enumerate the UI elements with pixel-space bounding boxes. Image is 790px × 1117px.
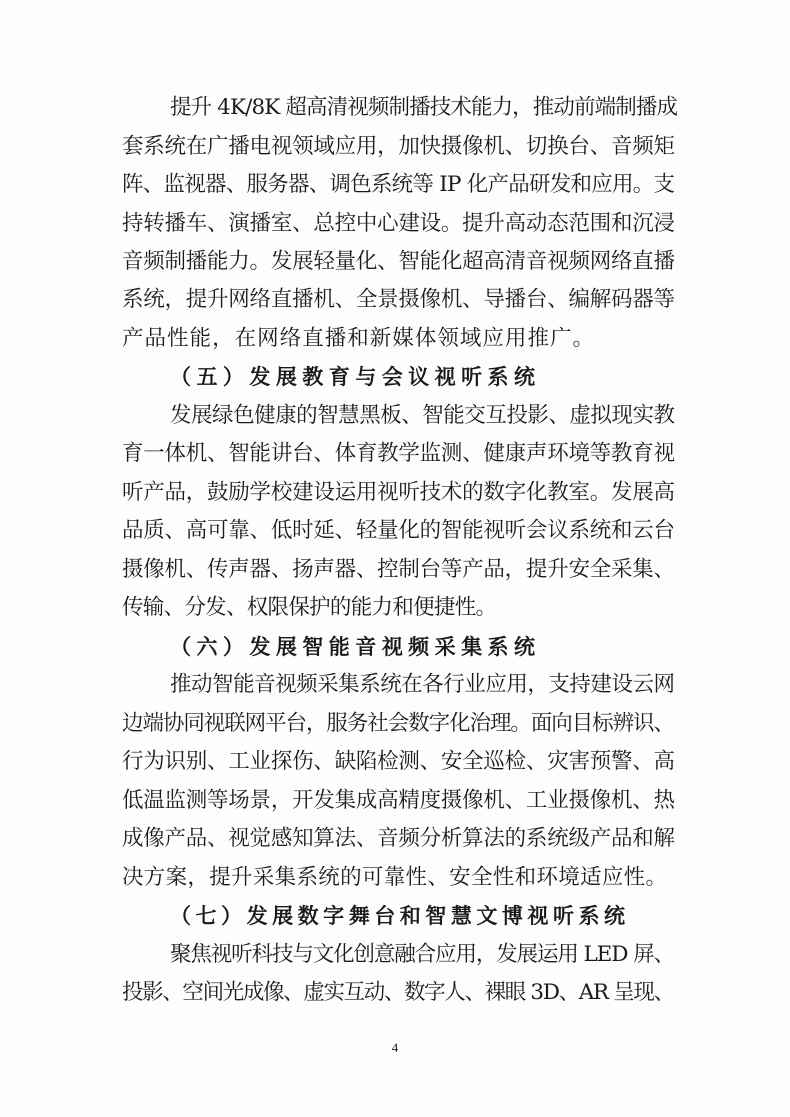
- section-heading: （六）发展智能音视频采集系统: [170, 635, 541, 659]
- paragraph-line: 听产品，鼓励学校建设运用视听技术的数字化教室。发展高: [122, 480, 675, 505]
- paragraph-line: 持转播车、演播室、总控中心建设。提升高动态范围和沉浸: [122, 211, 675, 236]
- paragraph-line: 摄像机、传声器、扬声器、控制台等产品，提升安全采集、: [122, 557, 675, 582]
- paragraph-line: 推动智能音视频采集系统在各行业应用，支持建设云网: [170, 672, 675, 697]
- paragraph-line: 投影、空间光成像、虚实互动、数字人、裸眼 3D、AR 呈现、: [122, 980, 674, 1005]
- section-heading: （五）发展教育与会议视听系统: [170, 365, 541, 389]
- paragraph-line: 聚焦视听科技与文化创意融合应用，发展运用 LED 屏、: [170, 942, 674, 967]
- paragraph-line: 传输、分发、权限保护的能力和便捷性。: [122, 595, 497, 620]
- paragraph-line: 阵、监视器、服务器、调色系统等 IP 化产品研发和应用。支: [122, 172, 675, 197]
- paragraph-line: 音频制播能力。发展轻量化、智能化超高清音视频网络直播: [122, 249, 675, 274]
- paragraph-line: 决方案，提升采集系统的可靠性、安全性和环境适应性。: [122, 865, 668, 890]
- paragraph-line: 系统，提升网络直播机、全景摄像机、导播台、编解码器等: [122, 287, 675, 312]
- paragraph-line: 低温监测等场景，开发集成高精度摄像机、工业摄像机、热: [122, 788, 675, 813]
- paragraph-line: 发展绿色健康的智慧黑板、智能交互投影、虚拟现实教: [170, 403, 675, 428]
- paragraph-line: 行为识别、工业探伤、缺陷检测、安全巡检、灾害预警、高: [122, 749, 675, 774]
- paragraph-line: 品质、高可靠、低时延、轻量化的智能视听会议系统和云台: [122, 518, 675, 543]
- paragraph-line: 提升 4K/8K 超高清视频制播技术能力，推动前端制播成: [170, 95, 678, 120]
- paragraph-line: 成像产品、视觉感知算法、音频分析算法的系统级产品和解: [122, 826, 675, 851]
- paragraph-line: 套系统在广播电视领域应用，加快摄像机、切换台、音频矩: [122, 134, 675, 159]
- section-heading: （七）发展数字舞台和智慧文博视听系统: [170, 904, 630, 928]
- page-number: 4: [391, 1040, 399, 1055]
- paragraph-line: 育一体机、智能讲台、体育教学监测、健康声环境等教育视: [122, 441, 675, 466]
- paragraph-line: 边端协同视联网平台，服务社会数字化治理。面向目标辨识、: [122, 711, 674, 736]
- paragraph-line: 产品性能，在网络直播和新媒体领域应用推广。: [122, 326, 596, 351]
